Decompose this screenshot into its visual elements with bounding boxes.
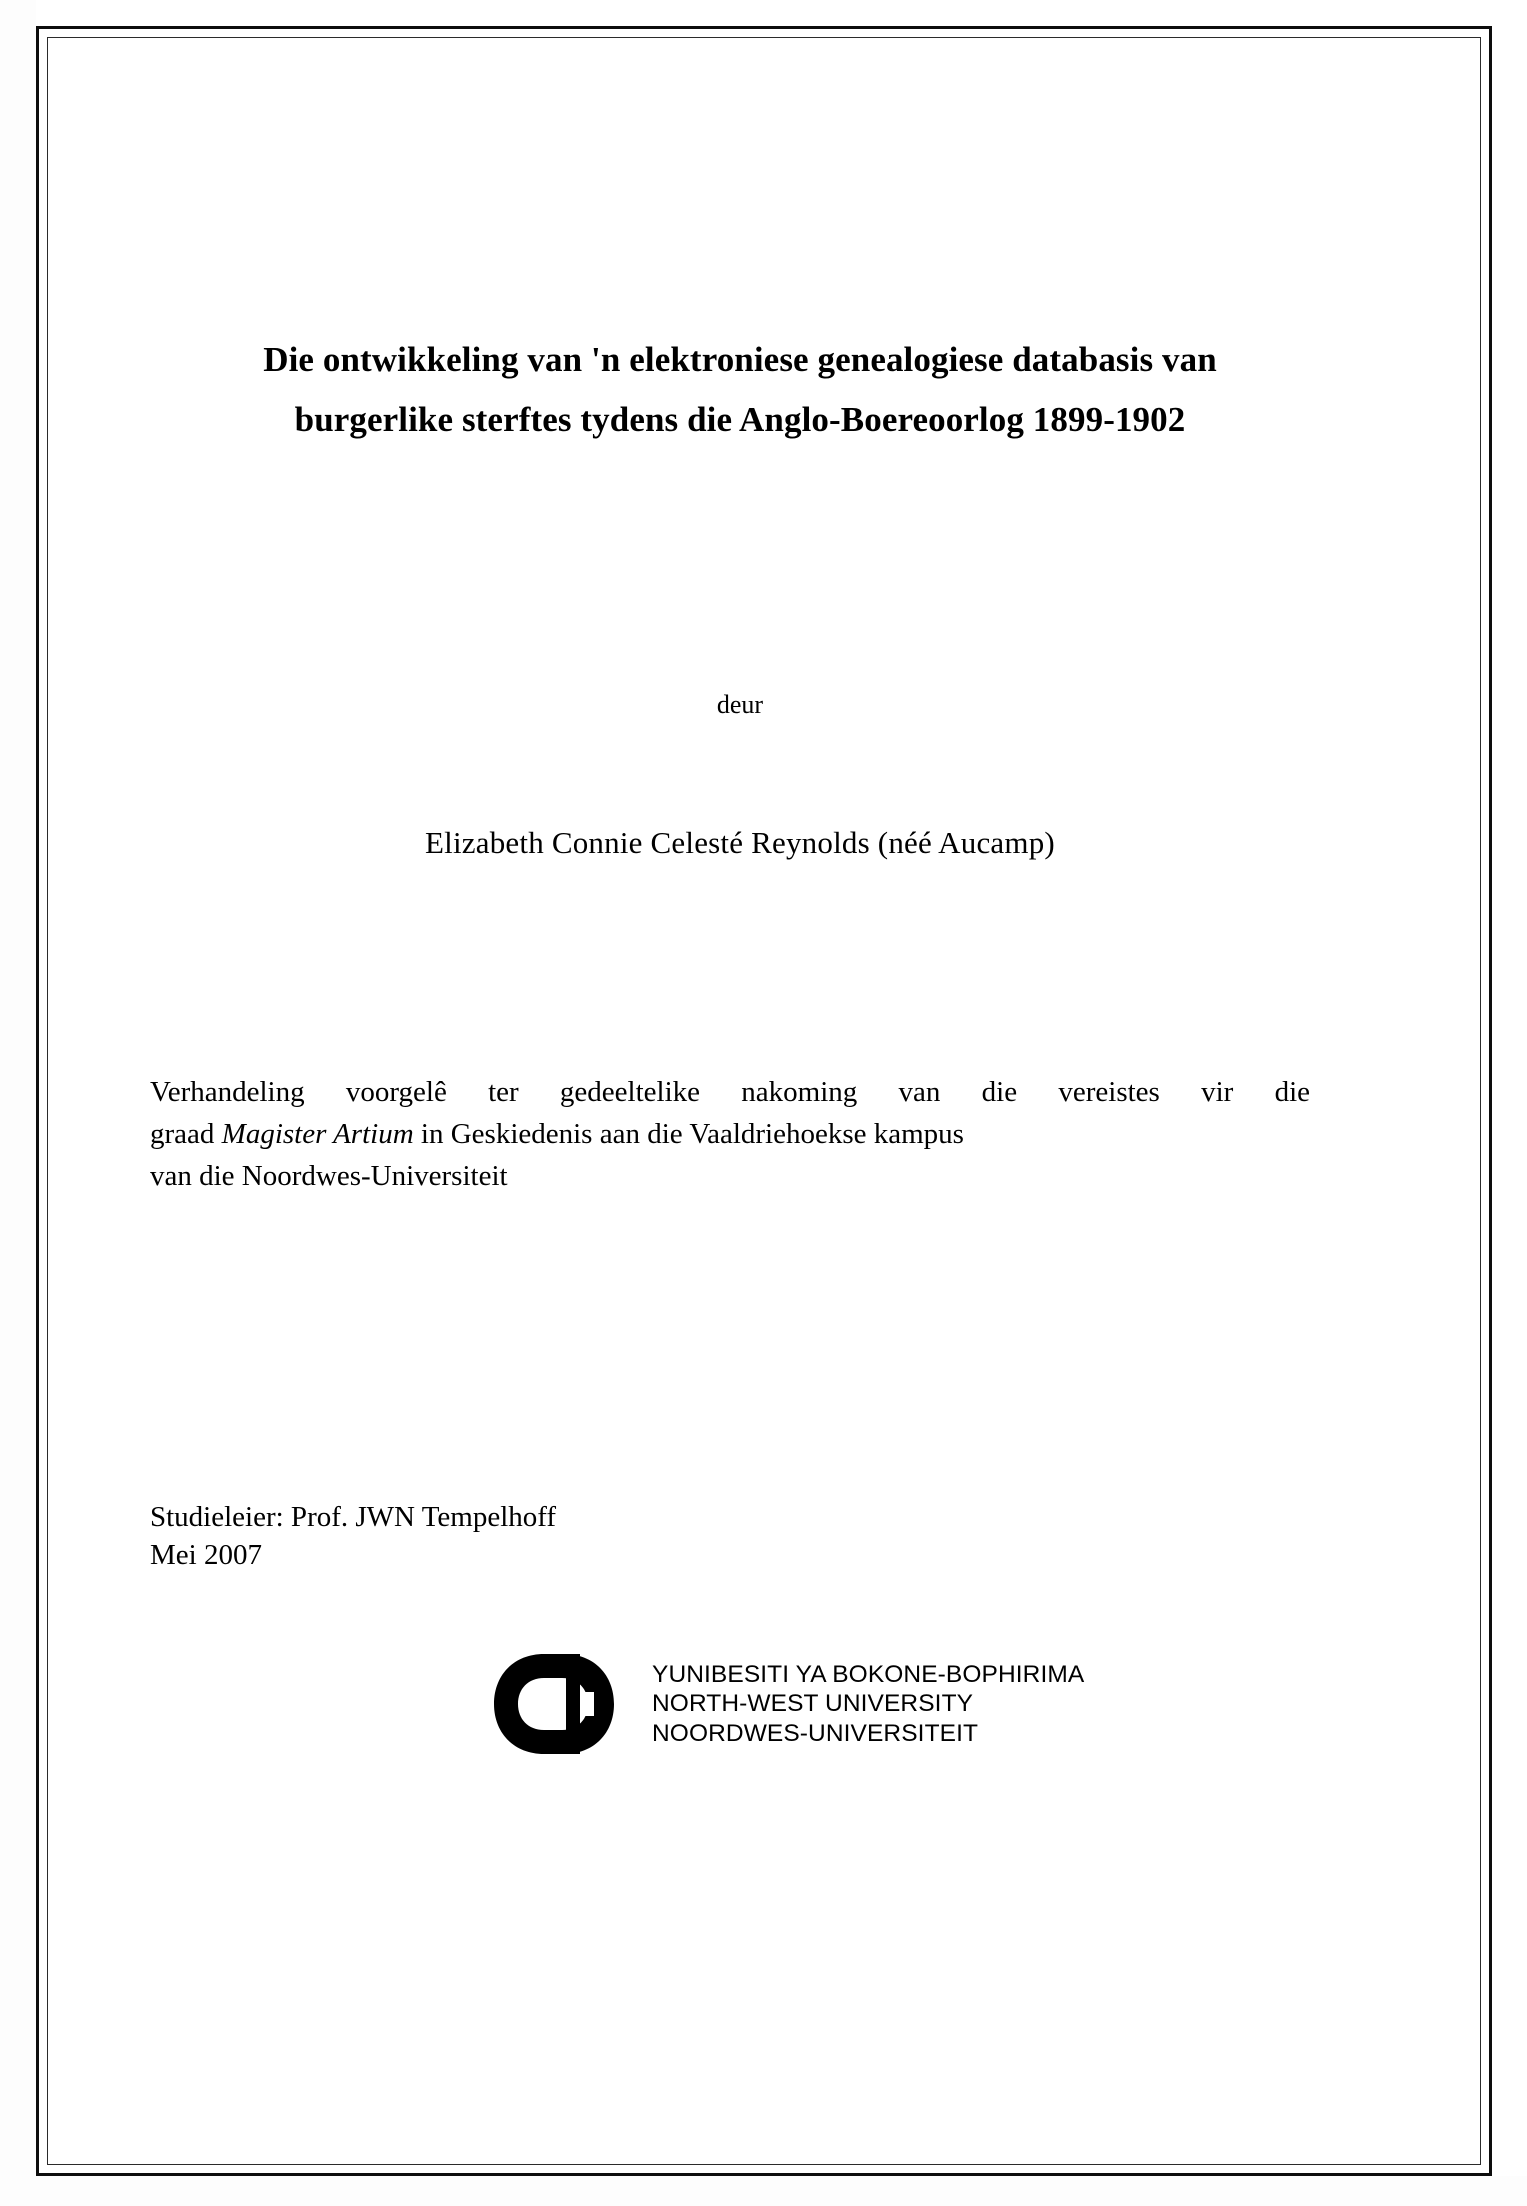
page-edge-bottom xyxy=(0,2176,1527,2206)
title-page-content xyxy=(150,330,1330,1760)
degree-statement-line-1: Verhandeling voorgelê ter gedeeltelike nakoming van die vereistes vir die xyxy=(150,1076,1310,1109)
logo-text-line-2: NORTH-WEST UNIVERSITY xyxy=(652,1690,974,1718)
title-line-2: burgerlike sterftes tydens die Anglo-Boereoorlog 1899-1902 xyxy=(294,400,1186,440)
page-edge-left xyxy=(0,0,36,2206)
title-line-1: Die ontwikkeling van 'n elektroniese genealogiese databasis van xyxy=(263,340,1217,379)
degree-statement-line-2-suffix: in Geskiedenis aan die Vaaldriehoekse kampus xyxy=(413,1118,964,1151)
supervisor-name: Studieleier: Prof. JWN Tempelhoff xyxy=(150,1500,557,1533)
logo-text-line-1: YUNIBESITI YA BOKONE-BOPHIRIMA xyxy=(652,1660,1085,1688)
author-name: Elizabeth Connie Celesté Reynolds (néé Aucamp) xyxy=(425,825,1055,861)
degree-statement-line-2-prefix: graad xyxy=(150,1118,222,1151)
page-title xyxy=(160,330,1320,450)
by-label: deur xyxy=(716,690,764,720)
degree-statement-line-2 xyxy=(150,1113,1310,1155)
supervisor-block xyxy=(150,1498,1330,1575)
submission-date: Mei 2007 xyxy=(150,1538,262,1571)
degree-statement-line-3: van die Noordwes-Universiteit xyxy=(150,1160,508,1193)
university-logo-text xyxy=(652,1660,1084,1748)
university-logo xyxy=(480,1648,1330,1760)
degree-name: Magister Artium xyxy=(221,1118,414,1151)
north-west-university-logo-icon xyxy=(480,1648,640,1760)
logo-text-line-3: NOORDWES-UNIVERSITEIT xyxy=(652,1719,979,1747)
degree-statement xyxy=(150,1071,1310,1197)
